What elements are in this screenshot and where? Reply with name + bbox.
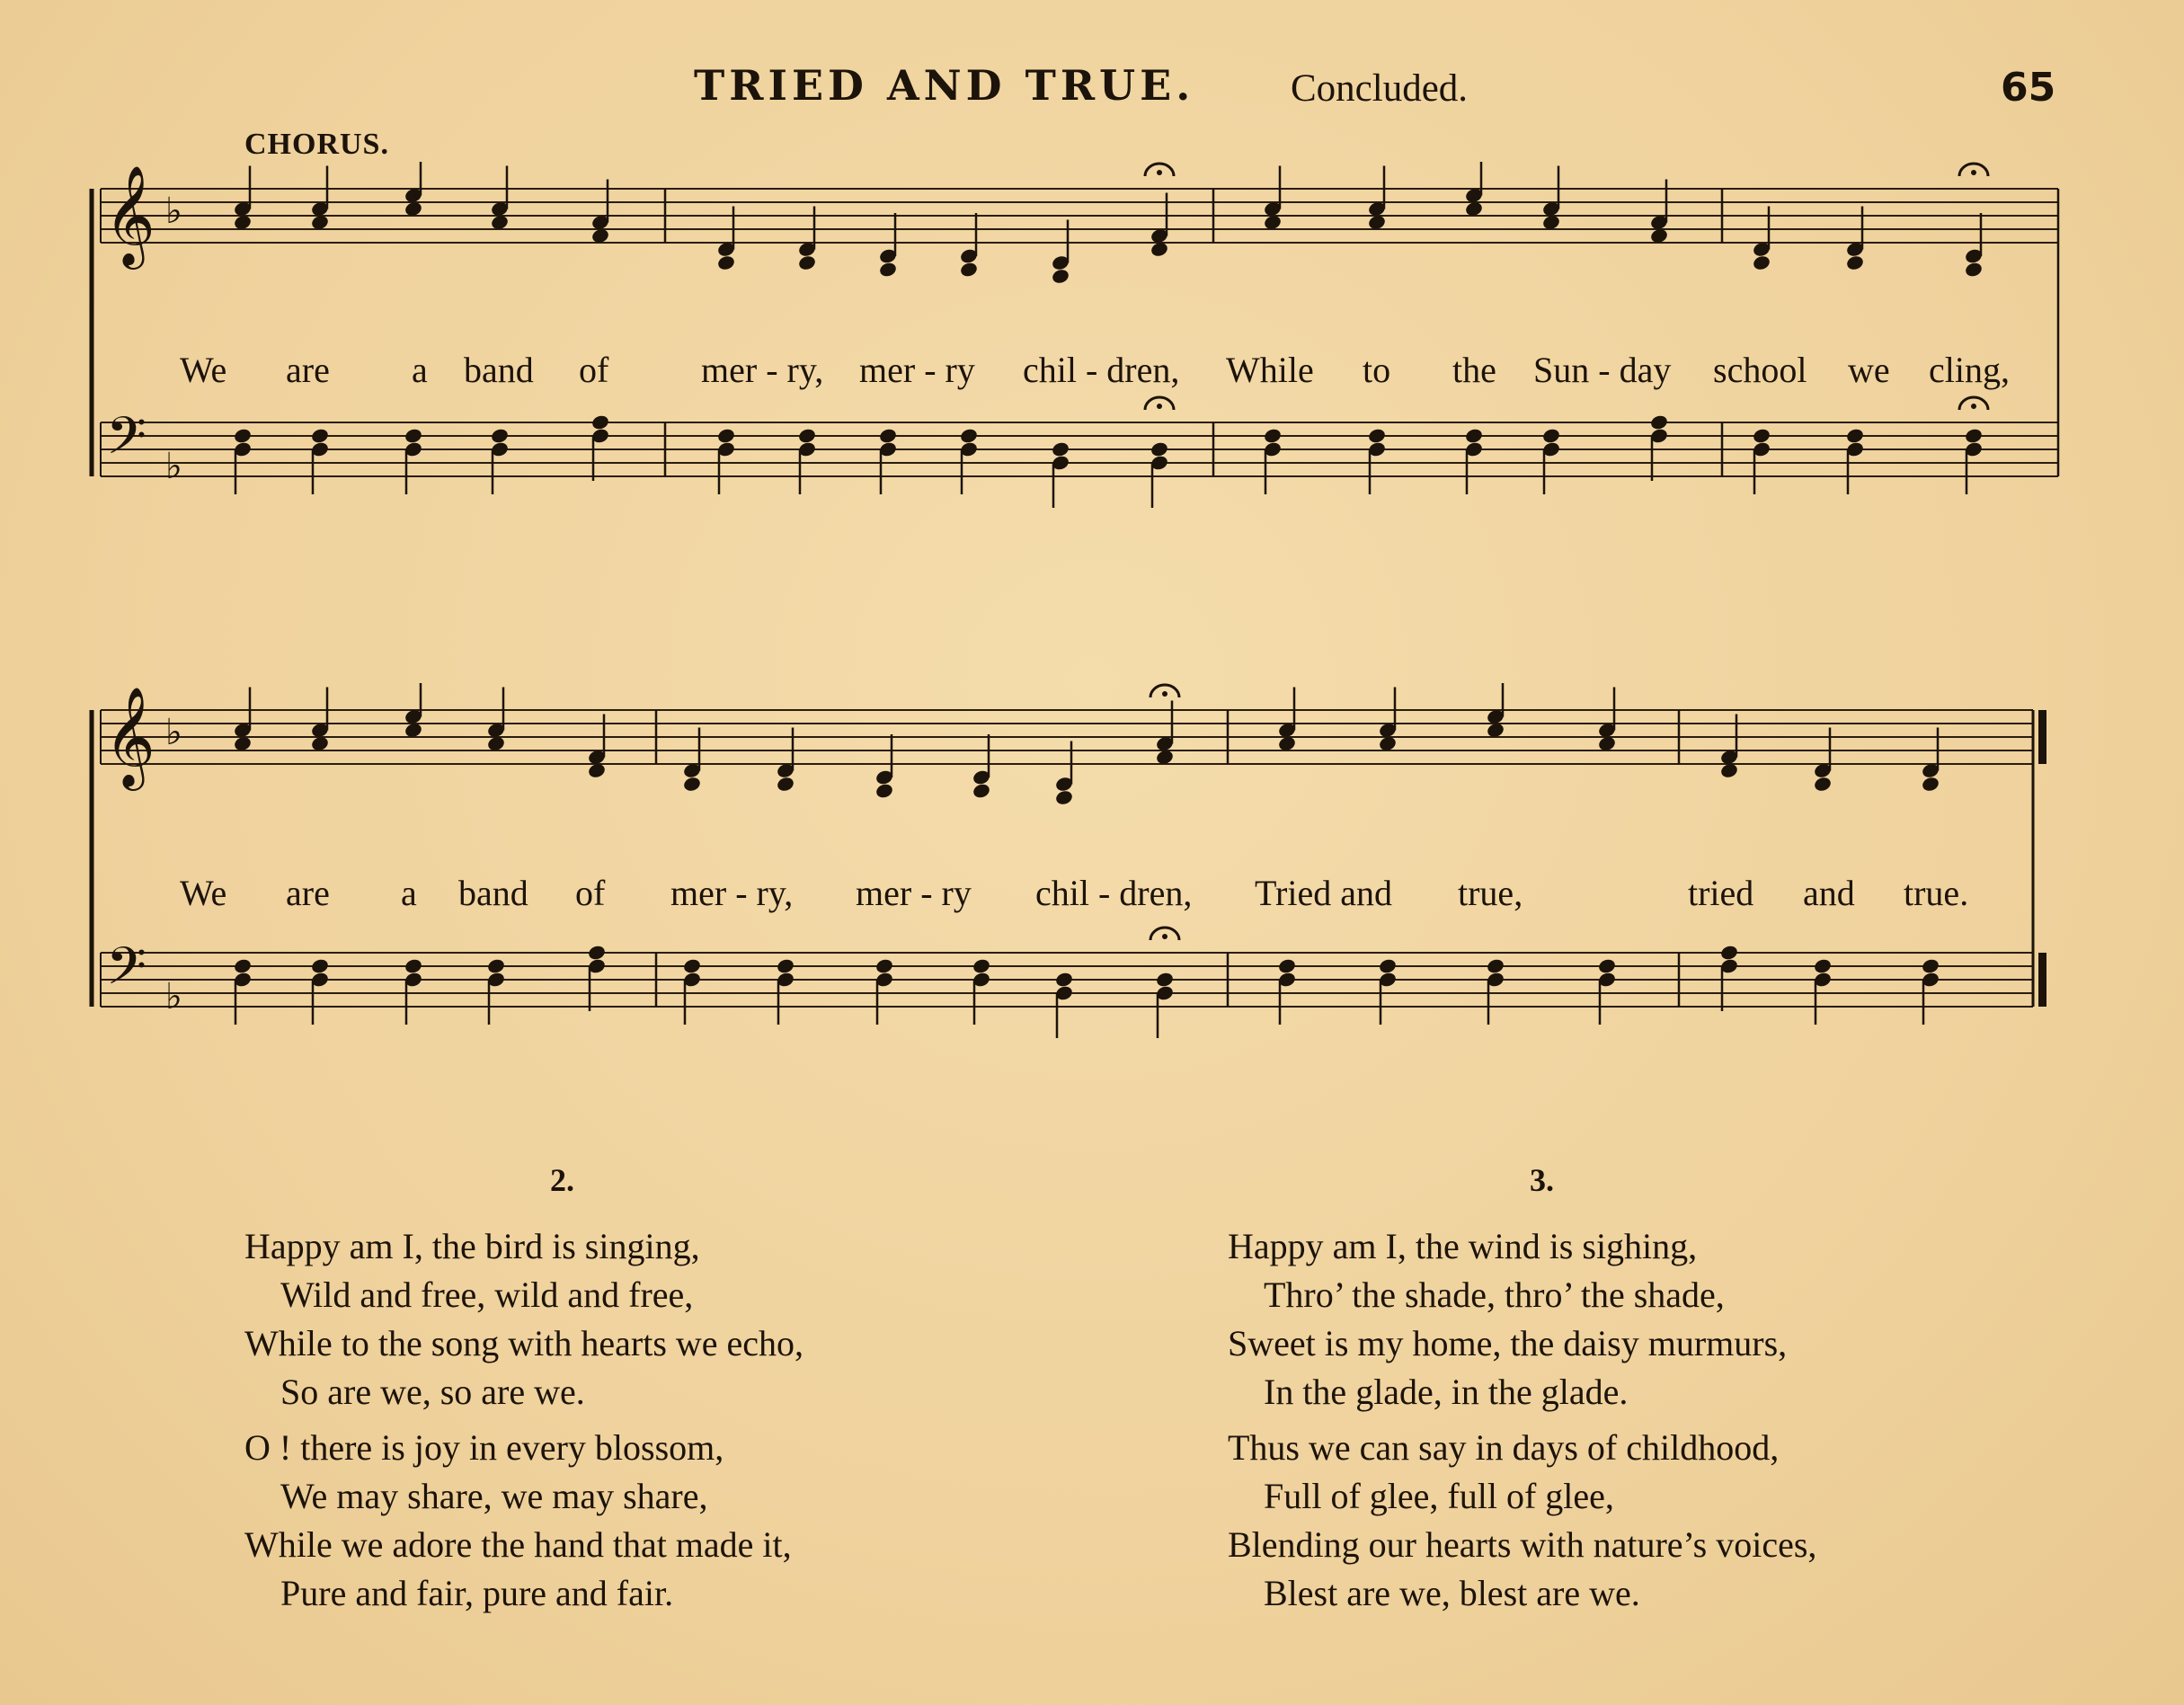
flat-key-signature-icon: ♭: [165, 712, 182, 753]
verse-line: So are we, so are we.: [280, 1372, 585, 1412]
lyric-word: Tried and: [1255, 873, 1392, 913]
note-head: [1054, 971, 1074, 988]
note-head: [1054, 789, 1074, 806]
note-head: [1719, 944, 1739, 961]
note-head: [797, 427, 817, 444]
verse-line: While to the song with hearts we echo,: [244, 1323, 804, 1363]
lyric-word: band: [458, 873, 528, 913]
note-head: [1921, 776, 1940, 793]
flat-key-signature-icon: ♭: [165, 191, 182, 232]
lyric-word: are: [286, 873, 330, 913]
note-head: [490, 427, 510, 444]
note-head: [1051, 268, 1070, 285]
final-barline: [2038, 710, 2046, 764]
fermata-dot: [1162, 934, 1167, 939]
lyric-word: We: [180, 873, 227, 913]
lyric-word: Sun - day: [1533, 350, 1672, 390]
verse-line: Wild and free, wild and free,: [280, 1274, 694, 1315]
lyric-word: true.: [1904, 873, 1969, 913]
note-head: [959, 261, 979, 278]
fermata-dot: [1157, 170, 1162, 175]
note-head: [1051, 440, 1070, 457]
lyric-word: band: [464, 350, 534, 390]
verse-2: [244, 1222, 803, 1618]
verse-line: Thro’ the shade, thro’ the shade,: [1264, 1274, 1725, 1315]
verse-3: [1228, 1222, 1816, 1618]
lyric-word: mer - ry: [859, 350, 975, 390]
note-head: [1597, 957, 1617, 974]
verse-line: Thus we can say in days of childhood,: [1228, 1427, 1780, 1468]
note-head: [310, 427, 330, 444]
note-head: [972, 957, 991, 974]
note-head: [878, 261, 898, 278]
final-barline: [2038, 953, 2046, 1007]
note-head: [1541, 427, 1561, 444]
verse-number: 2.: [550, 1162, 574, 1198]
verse-line: Sweet is my home, the daisy murmurs,: [1228, 1323, 1788, 1363]
verse-line: Blest are we, blest are we.: [1264, 1573, 1640, 1613]
lyric-word: chil - dren,: [1035, 873, 1193, 913]
lyric-word: tried: [1688, 873, 1754, 913]
lyric-word: to: [1363, 350, 1391, 390]
fermata-dot: [1971, 170, 1976, 175]
lyric-word: school: [1713, 350, 1807, 390]
fermata-dot: [1162, 691, 1167, 697]
note-head: [1964, 261, 1984, 278]
note-head: [1378, 957, 1398, 974]
note-head: [590, 413, 610, 431]
flat-key-signature-icon: ♭: [165, 976, 182, 1017]
note-head: [1649, 413, 1669, 431]
song-title: TRIED AND TRUE.: [694, 61, 1195, 110]
verse-line: While we adore the hand that made it,: [244, 1524, 792, 1565]
note-head: [1752, 254, 1771, 271]
note-head: [1845, 254, 1865, 271]
note-head: [1155, 971, 1175, 988]
page-number: 65: [2001, 65, 2056, 111]
note-head: [776, 776, 795, 793]
note-head: [1964, 427, 1984, 444]
note-head: [1464, 427, 1484, 444]
lyric-word: mer - ry: [856, 873, 972, 913]
fermata-dot: [1971, 404, 1976, 409]
verse-line: Happy am I, the wind is sighing,: [1228, 1226, 1698, 1266]
fermata-dot: [1157, 404, 1162, 409]
note-head: [310, 957, 330, 974]
note-head: [404, 957, 423, 974]
lyric-word: the: [1452, 350, 1496, 390]
lyric-word: chil - dren,: [1023, 350, 1180, 390]
lyric-word: we: [1848, 350, 1890, 390]
note-head: [959, 427, 979, 444]
lyric-word: of: [579, 350, 609, 390]
note-head: [874, 782, 894, 799]
lyric-word: of: [575, 873, 606, 913]
verse-number: 3.: [1530, 1162, 1554, 1198]
lyric-word: a: [412, 350, 428, 390]
verse-line: Happy am I, the bird is singing,: [244, 1226, 700, 1266]
note-head: [404, 427, 423, 444]
lyric-word: and: [1803, 873, 1855, 913]
note-head: [682, 776, 702, 793]
verse-line: O ! there is joy in every blossom,: [244, 1427, 724, 1468]
lyric-word: a: [401, 873, 417, 913]
treble-clef-icon: 𝄞: [104, 686, 155, 786]
note-head: [874, 957, 894, 974]
verse-line: In the glade, in the glade.: [1264, 1372, 1629, 1412]
note-head: [797, 254, 817, 271]
song-subtitle: Concluded.: [1291, 67, 1469, 110]
note-head: [1752, 427, 1771, 444]
lyric-word: cling,: [1929, 350, 2010, 390]
bass-clef-icon: 𝄢: [106, 936, 147, 1009]
lyric-word: true,: [1458, 873, 1523, 913]
lyric-word: mer - ry,: [670, 873, 794, 913]
treble-clef-icon: 𝄞: [104, 164, 155, 265]
note-head: [682, 957, 702, 974]
note-head: [1921, 957, 1940, 974]
verse-line: Pure and fair, pure and fair.: [280, 1573, 674, 1613]
note-head: [486, 957, 506, 974]
lyric-word: While: [1226, 350, 1314, 390]
note-head: [716, 427, 736, 444]
flat-key-signature-icon: ♭: [165, 446, 182, 487]
note-head: [972, 782, 991, 799]
note-head: [878, 427, 898, 444]
verse-line: We may share, we may share,: [280, 1476, 708, 1516]
note-head: [1813, 957, 1833, 974]
note-head: [1277, 957, 1297, 974]
note-head: [1150, 440, 1169, 457]
page-header: [0, 56, 2184, 119]
note-head: [233, 427, 253, 444]
bass-clef-icon: 𝄢: [106, 405, 147, 479]
verse-line: Full of glee, full of glee,: [1264, 1476, 1614, 1516]
note-head: [1486, 957, 1505, 974]
lyric-word: mer - ry,: [701, 350, 824, 390]
verse-line: Blending our hearts with nature’s voices,: [1228, 1524, 1817, 1565]
note-head: [587, 944, 607, 961]
note-head: [1367, 427, 1387, 444]
note-head: [716, 254, 736, 271]
note-head: [1813, 776, 1833, 793]
note-head: [233, 957, 253, 974]
note-head: [1263, 427, 1283, 444]
note-head: [776, 957, 795, 974]
chorus-label: CHORUS.: [244, 128, 389, 161]
lyric-word: are: [286, 350, 330, 390]
lyric-word: We: [180, 350, 227, 390]
note-head: [1845, 427, 1865, 444]
